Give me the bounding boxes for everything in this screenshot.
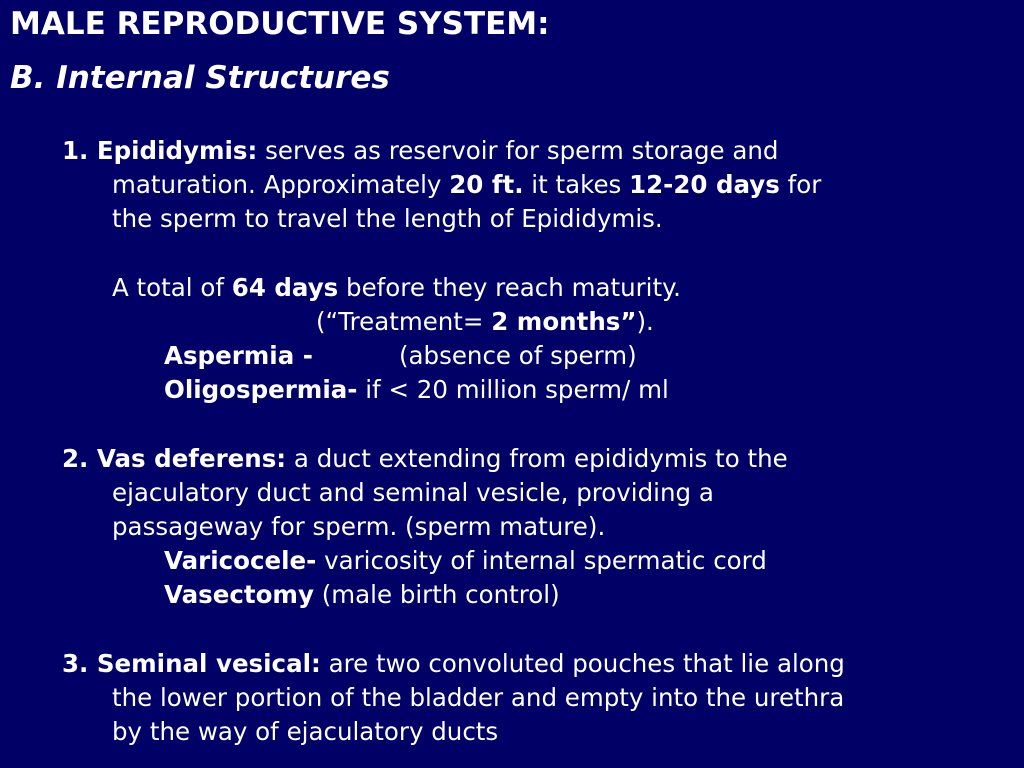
item-epididymis-line-2 — [62, 168, 1002, 202]
term-label: Oligospermia- — [164, 375, 358, 405]
text: a duct extending from epididymis to the — [286, 443, 788, 473]
item-vas-deferens-label: 2. Vas deferens: — [62, 443, 287, 473]
maturity-days-value: 64 days — [231, 272, 339, 302]
term-oligospermia — [62, 373, 1002, 407]
term-label: Varicocele- — [164, 546, 317, 576]
spacer — [62, 613, 1002, 647]
text: it takes — [523, 170, 630, 200]
text: maturation. Approximately — [112, 170, 450, 200]
text: are two convoluted pouches that lie along — [320, 648, 845, 678]
term-label: Aspermia - — [164, 341, 313, 371]
term-definition: if < 20 million sperm/ ml — [357, 375, 669, 405]
term-definition: (male birth control) — [313, 580, 560, 610]
item-seminal-vesical-line-3: by the way of ejaculatory ducts — [112, 717, 499, 747]
text: for — [779, 170, 822, 200]
term-vasectomy — [62, 578, 1002, 612]
item-epididymis-text: serves as reservoir for sperm storage and — [257, 136, 779, 165]
item-epididymis-label: 1. Epididymis: — [62, 136, 258, 165]
text: (“Treatment= — [316, 306, 492, 336]
item-vas-deferens-line-1 — [62, 442, 1002, 476]
term-aspermia — [62, 339, 1002, 373]
slide-body — [62, 134, 1002, 749]
item-seminal-vesical-line-1 — [62, 647, 1002, 681]
item-epididymis-line-3: the sperm to travel the length of Epididymis. — [112, 204, 663, 234]
text: ). — [636, 306, 654, 336]
text: A total of — [112, 272, 232, 302]
item-seminal-vesical-label: 3. Seminal vesical: — [62, 648, 321, 678]
treatment-value: 2 months” — [491, 306, 637, 336]
spacer — [62, 408, 1002, 442]
item-seminal-vesical-line-2: the lower portion of the bladder and empty into the urethra — [112, 683, 845, 712]
item-epididymis-line-1 — [62, 134, 1002, 168]
slide-title: MALE REPRODUCTIVE SYSTEM: — [10, 6, 550, 42]
slide-subtitle: B. Internal Structures — [10, 60, 390, 96]
term-varicocele — [62, 544, 1002, 578]
term-definition: varicosity of internal spermatic cord — [316, 546, 767, 576]
travel-days-value: 12-20 days — [629, 170, 780, 200]
term-label: Vasectomy — [164, 580, 314, 610]
text: before they reach maturity. — [338, 272, 681, 302]
maturity-line — [62, 271, 1002, 305]
spacer — [62, 237, 1002, 271]
term-definition: (absence of sperm) — [398, 341, 637, 371]
item-vas-deferens-line-3: passageway for sperm. (sperm mature). — [112, 512, 606, 542]
treatment-line — [62, 305, 1002, 339]
length-value: 20 ft. — [449, 170, 524, 200]
item-vas-deferens-line-2: ejaculatory duct and seminal vesicle, providing a — [112, 477, 714, 507]
